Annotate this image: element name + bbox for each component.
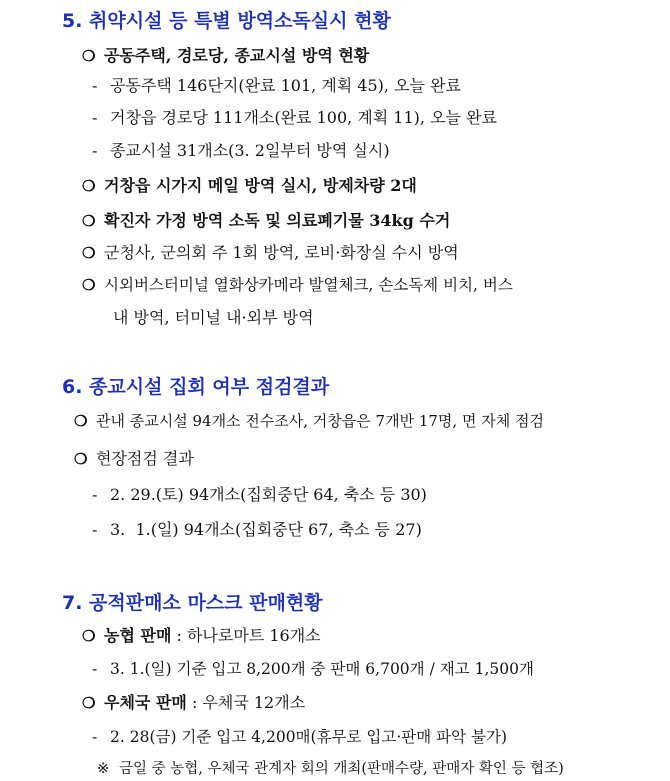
list-item [92,73,461,96]
item-text: : 하나로마트 16개소 [171,626,321,645]
circle-bullet-icon: ❍ [74,450,88,468]
list-item [82,43,369,66]
circle-bullet-icon: ❍ [82,244,96,262]
item-text: 공동주택, 경로당, 종교시설 방역 현황 [104,46,370,65]
note-text: 금일 중 농협, 우체국 관계자 회의 개최(판매수량, 판매자 확인 등 협조) [119,761,564,777]
item-text: 확진자 가정 방역 소독 및 의료폐기물 34kg 수거 [104,211,451,230]
item-text: 거창읍 시가지 메일 방역 실시, 방제차량 2대 [104,176,417,195]
list-item [82,273,513,295]
list-item [82,208,450,231]
list-item [92,725,507,747]
item-text: 관내 종교시설 94개소 전수조사, 거창읍은 7개반 17명, 면 자체 점검 [96,412,544,430]
circle-bullet-icon: ❍ [82,47,96,65]
circle-bullet-icon: ❍ [82,627,96,645]
item-text: 내 방역, 터미널 내·외부 방역 [113,308,314,327]
list-item [74,410,544,431]
item-text: 공동주택 146단지(완료 101, 계획 45), 오늘 완료 [110,76,461,95]
list-item [82,173,417,196]
section-6-heading: 6. 종교시설 집회 여부 점검결과 [62,376,330,398]
dash-marker: - [92,108,98,127]
item-text: 2. 28(금) 기준 입고 4,200매(휴무로 입고·판매 파악 불가) [110,728,508,746]
dash-marker: - [92,76,98,95]
circle-bullet-icon: ❍ [82,276,96,294]
list-item [92,482,427,505]
section-5-heading: 5. 취약시설 등 특별 방역소독실시 현황 [62,10,391,32]
item-label: 농협 판매 [104,626,172,645]
circle-bullet-icon: ❍ [82,694,96,712]
list-item [74,446,194,469]
dash-marker: - [92,485,98,504]
list-item [92,105,497,128]
item-text: 현장점검 결과 [96,449,194,468]
item-text: 3. 1.(일) 94개소(집회중단 67, 축소 등 27) [110,520,422,539]
item-text: 종교시설 31개소(3. 2일부터 방역 실시) [110,141,390,160]
dash-marker: - [92,660,98,678]
circle-bullet-icon: ❍ [74,412,88,430]
reference-mark-icon: ※ [97,761,110,777]
note-item [97,757,564,778]
section-7-heading: 7. 공적판매소 마스크 판매현황 [62,592,323,614]
list-item [82,690,305,713]
list-item [92,657,534,679]
dash-marker: - [92,728,98,746]
circle-bullet-icon: ❍ [82,212,96,230]
list-item [92,138,390,161]
list-item-continuation [113,305,314,328]
item-text: 거창읍 경로당 111개소(완료 100, 계획 11), 오늘 완료 [110,108,497,127]
item-text: 3. 1.(일) 기준 입고 8,200개 중 판매 6,700개 / 재고 1,500개 [110,660,534,678]
list-item [92,517,422,540]
dash-marker: - [92,141,98,160]
item-text: 시외버스터미널 열화상카메라 발열체크, 손소독제 비치, 버스 [104,276,513,294]
item-text: : 우체국 12개소 [186,693,306,712]
item-text: 2. 29.(토) 94개소(집회중단 64, 축소 등 30) [110,485,427,504]
dash-marker: - [92,520,98,539]
item-text: 군청사, 군의회 주 1회 방역, 로비·화장실 수시 방역 [104,243,459,262]
list-item [82,623,321,646]
circle-bullet-icon: ❍ [82,177,96,195]
item-label: 우체국 판매 [104,693,187,712]
list-item [82,240,459,263]
